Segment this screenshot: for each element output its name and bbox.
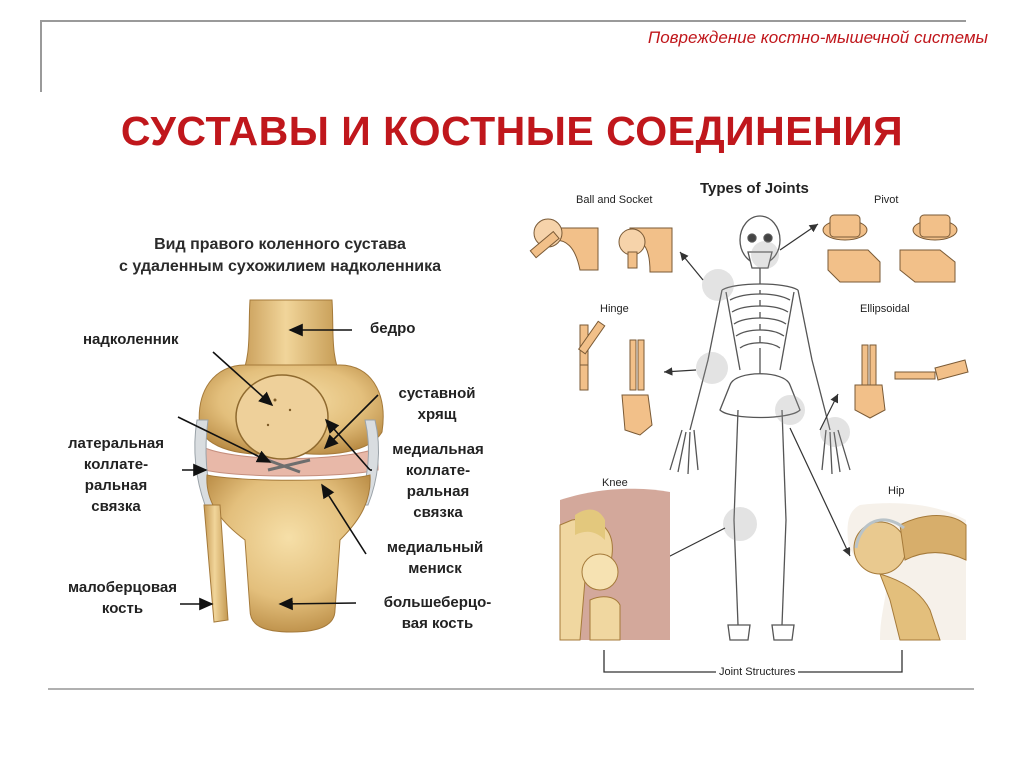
hip-inset <box>848 503 967 640</box>
label-medial-1: медиальная <box>392 441 484 458</box>
knee-inset <box>560 489 670 640</box>
knee-joint-figure <box>195 300 383 632</box>
label-lateral-2: коллате- <box>83 456 149 473</box>
label-meniscus-2: мениск <box>408 560 462 577</box>
label-ball-socket: Ball and Socket <box>576 194 653 206</box>
label-cartilage-2: хрящ <box>417 406 457 423</box>
label-lateral-ligament <box>41 433 191 517</box>
slide-title: СУСТАВЫ И КОСТНЫЕ СОЕДИНЕНИЯ <box>120 108 904 154</box>
label-cartilage-1: суставной <box>398 385 476 402</box>
label-lateral-4: связка <box>91 498 141 515</box>
label-pivot: Pivot <box>874 194 899 206</box>
joints-title: Types of Joints <box>700 180 809 197</box>
knee-caption-line-2: с удаленным сухожилием надколенника <box>118 258 442 275</box>
label-medial-3: ральная <box>406 483 470 500</box>
label-lateral-3: ральная <box>84 477 148 494</box>
ellipsoidal-model <box>855 345 968 418</box>
label-lateral-1: латеральная <box>68 435 164 452</box>
label-knee: Knee <box>602 477 628 489</box>
label-fibula <box>45 577 200 619</box>
label-fibula-1: малоберцовая <box>67 579 177 596</box>
ball-socket-model <box>530 219 672 272</box>
label-patella: надколенник <box>83 331 179 348</box>
pivot-model <box>823 215 957 282</box>
hinge-model <box>579 321 652 435</box>
label-medial-4: связка <box>413 504 463 521</box>
label-cartilage <box>382 383 492 425</box>
label-tibia <box>360 592 515 634</box>
label-medial-2: коллате- <box>405 462 471 479</box>
label-hinge: Hinge <box>600 303 629 315</box>
label-tibia-1: большеберцо- <box>383 594 492 611</box>
slide-subtitle: Повреждение костно-мышечной системы <box>647 28 988 47</box>
knee-caption-line-1: Вид правого коленного сустава <box>154 236 406 253</box>
label-ellipsoidal: Ellipsoidal <box>860 303 910 315</box>
label-hip: Hip <box>888 485 905 497</box>
bottom-rule <box>48 688 974 690</box>
label-meniscus <box>365 537 505 579</box>
label-tibia-2: вая кость <box>401 615 474 632</box>
label-meniscus-1: медиальный <box>386 539 484 556</box>
label-joint-structures: Joint Structures <box>716 666 798 678</box>
label-femur: бедро <box>370 320 416 337</box>
label-medial-ligament <box>368 439 508 523</box>
label-fibula-2: кость <box>101 600 144 617</box>
